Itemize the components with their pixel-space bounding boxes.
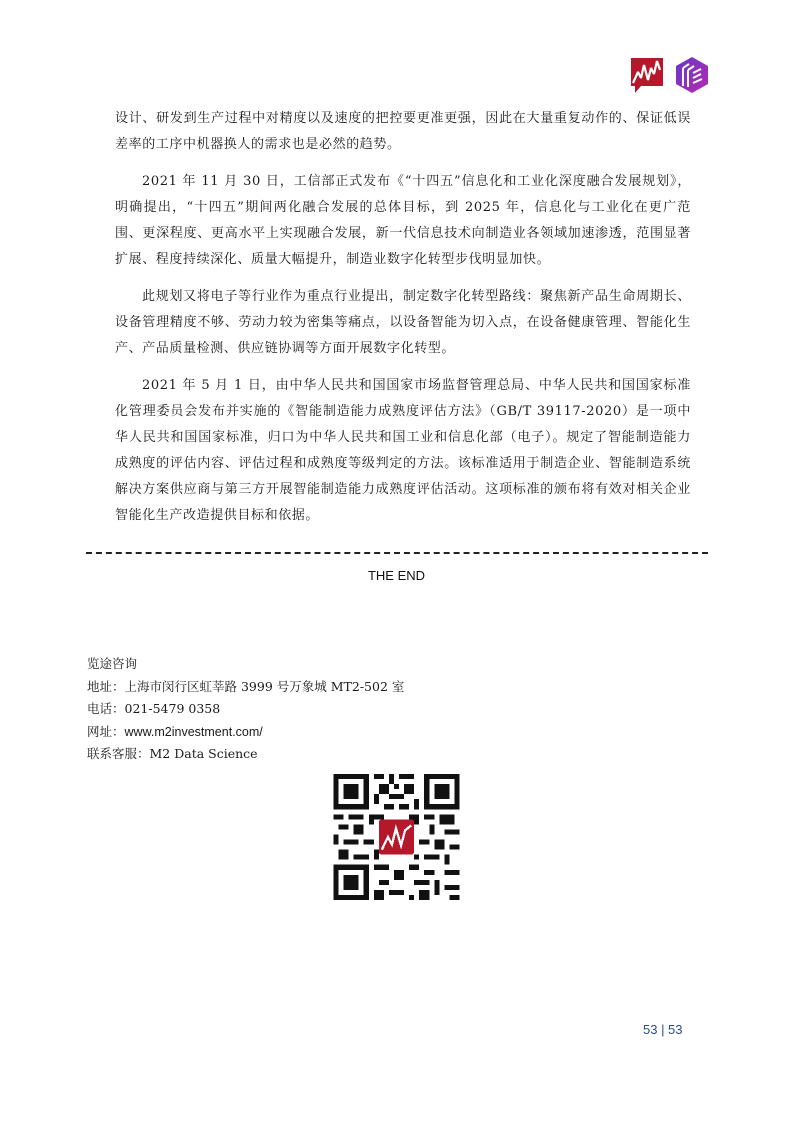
website-link[interactable]: www.m2investment.com/ xyxy=(124,724,263,739)
contact-block xyxy=(87,653,404,766)
cube-logo-icon xyxy=(674,56,710,94)
qr-code xyxy=(331,774,462,900)
m2-logo-icon xyxy=(629,56,665,94)
article-body xyxy=(115,106,691,540)
divider xyxy=(86,552,708,554)
address: 地址：上海市闵行区虹莘路 3999 号万象城 MT2-502 室 xyxy=(87,678,405,694)
end-marker: THE END xyxy=(367,568,426,583)
customer-service: 联系客服：M2 Data Science xyxy=(87,746,258,761)
paragraph: 2021 年 11 月 30 日，工信部正式发布《“十四五”信息化和工业化深度融合发展规划》，明确提出，“十四五”期间两化融合发展的总体目标，到 2025 年，信息化与工业化在更广范围、更深程度、更高水平上实现融合发展，新一代信息技术向制造业各领域加速渗透，范围显著扩展、程度持续深化、质量大幅提升，制造业数字化转型步伐明显加快。 xyxy=(115,174,691,267)
header-logos xyxy=(629,56,710,94)
paragraph: 2021 年 5 月 1 日，由中华人民共和国国家市场监督管理总局、中华人民共和国国家标准化管理委员会发布并实施的《智能制造能力成熟度评估方法》（GB/T 39117-2020）是一项中华人民共和国国家标准，归口为中华人民共和国工业和信息化部（电子）。规定了智能制造能力成熟度的评估内容、评估过程和成熟度等级判定的方法。该标准适用于制造企业、智能制造系统解决方案供应商与第三方开展智能制造能力成熟度评估活动。这项标准的颁布将有效对相关企业智能化生产改造提供目标和依据。 xyxy=(115,378,691,523)
paragraph: 此规划又将电子等行业作为重点行业提出，制定数字化转型路线：聚焦新产品生命周期长、设备管理精度不够、劳动力较为密集等痛点，以设备智能为切入点，在设备健康管理、智能化生产、产品质量检测、供应链协调等方面开展数字化转型。 xyxy=(115,289,691,356)
website-label: 网址： xyxy=(87,723,125,739)
website-row xyxy=(87,721,404,744)
company-name: 览途咨询 xyxy=(87,656,138,671)
paragraph: 设计、研发到生产过程中对精度以及速度的把控要更准更强，因此在大量重复动作的、保证低误差率的工序中机器换人的需求也是必然的趋势。 xyxy=(115,111,691,152)
phone: 电话：021-5479 0358 xyxy=(87,701,221,716)
page-number: 53 | 53 xyxy=(643,1022,683,1037)
